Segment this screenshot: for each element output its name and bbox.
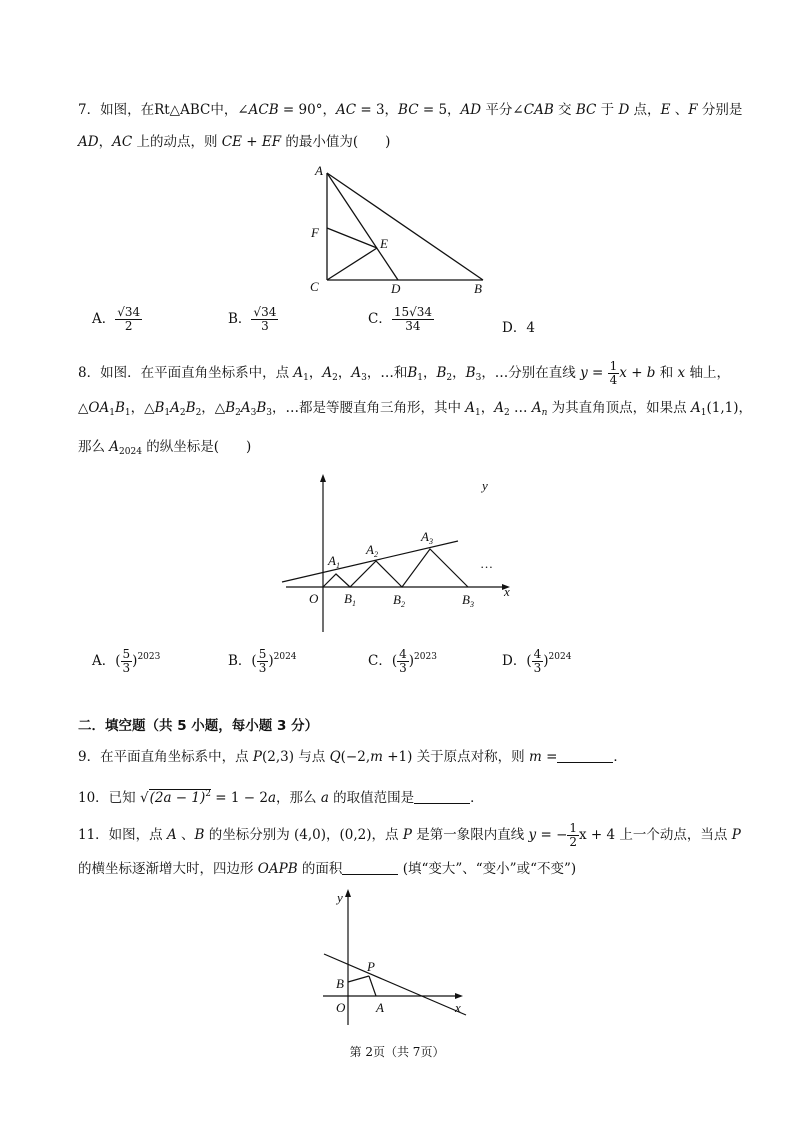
- label-a: A: [376, 1000, 384, 1015]
- q8-text: △: [78, 400, 89, 416]
- denominator: 2: [569, 835, 578, 849]
- q10-text: 的取值范围是: [328, 790, 415, 806]
- option-label: C．: [368, 311, 392, 327]
- q8-text: ，: [337, 365, 352, 381]
- numerator: 1: [569, 821, 578, 835]
- q8-text: ，△: [201, 400, 226, 416]
- exponent: 2024: [548, 652, 572, 662]
- option-label: C．: [368, 653, 392, 669]
- option-label: A．: [92, 653, 116, 669]
- q7-text: D: [618, 102, 630, 118]
- q8-text: 的纵坐标是( ): [141, 439, 252, 455]
- q11-text: 、: [176, 827, 195, 843]
- q8-text: 那么: [78, 439, 110, 455]
- label-b: B: [336, 976, 344, 991]
- fraction: [257, 648, 269, 675]
- q8-option-d[interactable]: D．( $\frac{4}{3}$ )$^{2024}$: [502, 647, 572, 675]
- label-b3: $B_3$: [462, 592, 474, 609]
- q7-text: E: [660, 102, 671, 118]
- q9-text: P: [252, 749, 262, 765]
- q7-text: AC: [112, 134, 133, 150]
- option-label: D．: [502, 320, 527, 336]
- y-axis-arrow-icon: [345, 889, 351, 897]
- q8-text: A: [109, 439, 120, 455]
- numerator: 15√34: [393, 305, 433, 319]
- x-axis-arrow-icon: [455, 993, 463, 999]
- fraction: [532, 648, 544, 675]
- q8-text: ，: [308, 365, 323, 381]
- triangle-zigzag: [323, 549, 468, 587]
- q8-text: ，: [452, 365, 466, 381]
- q7-option-b[interactable]: [228, 306, 278, 333]
- q10-text: a: [267, 790, 277, 806]
- q9-line: [78, 748, 627, 766]
- numerator: √34: [117, 305, 141, 319]
- q9-text: +1) 关于原点对称，则: [382, 749, 529, 765]
- option-label: A．: [92, 311, 116, 327]
- numerator: 5: [122, 647, 131, 661]
- answer-blank[interactable]: [414, 789, 470, 804]
- fraction: [567, 822, 579, 849]
- option-label: B．: [228, 653, 252, 669]
- q9-text: ．: [613, 749, 627, 765]
- q9-text: (−2,: [340, 749, 371, 765]
- q8-text: B: [114, 400, 125, 416]
- axis-label-x: x: [455, 1000, 461, 1015]
- label-b2: $B_2$: [393, 592, 405, 609]
- q8-option-c[interactable]: C．( $\frac{4}{3}$ )$^{2023}$: [368, 647, 437, 675]
- segment-ab: [327, 173, 483, 280]
- page-footer: 第 2页（共 7页）: [349, 1045, 445, 1059]
- q9-text: (2,3) 与点: [261, 749, 330, 765]
- label-f: F: [311, 225, 319, 240]
- q7-text: BC: [575, 102, 597, 118]
- q11-eq: y: [528, 827, 537, 843]
- q7-option-a[interactable]: [92, 306, 142, 333]
- segment-ad: [327, 173, 398, 280]
- denominator: 34: [405, 319, 421, 333]
- q7-text: 7．如图，在: [78, 102, 155, 118]
- numerator: √34: [253, 305, 277, 319]
- radicand: [149, 789, 211, 806]
- denominator: 3: [533, 661, 542, 675]
- q8-figure: [278, 472, 518, 637]
- q11-eq: x + 4 上一个动点，当点: [579, 827, 732, 843]
- fraction: [251, 306, 278, 333]
- q7-text: 的最小值为( ): [281, 134, 391, 150]
- axis-label-y: y: [337, 890, 343, 905]
- fraction: [392, 306, 434, 333]
- q8-eq: x + b: [619, 365, 656, 381]
- label-a2: $A_2$: [366, 542, 378, 559]
- exponent: 2024: [273, 652, 297, 662]
- q11-text: (填“变大”、“变小”或“不变”): [398, 861, 577, 877]
- q8-line3: [78, 438, 251, 461]
- option-label: D．: [502, 653, 527, 669]
- exponent: 2: [205, 789, 211, 799]
- q8-eq: y: [580, 365, 588, 381]
- q11-line1: 11．如图，点 A 、B 的坐标分别为 (4,0)，(0,2)，点 P 是第一象限内直线 y = − $\frac{1}{2}$ x + 4 上一个动点，当点 P: [78, 821, 741, 849]
- label-e: E: [380, 236, 388, 251]
- section-heading: 二．填空题（共 5 小题，每小题 3 分）: [78, 718, 319, 734]
- axis-label-y: y: [482, 478, 488, 493]
- q10-text: a: [320, 790, 329, 806]
- answer-blank[interactable]: [557, 748, 613, 763]
- y-axis-arrow-icon: [320, 474, 326, 482]
- fraction: [115, 306, 142, 333]
- q10-text: = 1 − 2: [210, 790, 268, 806]
- q9-text: m: [528, 749, 542, 765]
- q9-text: 9．在平面直角坐标系中，点: [78, 749, 253, 765]
- q7-text: 分别是: [697, 102, 743, 118]
- q11-text: P: [731, 827, 741, 843]
- q7-text: 平分∠: [481, 102, 524, 118]
- q7-text: CE + EF: [221, 134, 282, 150]
- q8-text: 2024: [119, 447, 142, 457]
- q11-text: 的面积: [297, 861, 343, 877]
- q7-text: AD: [78, 134, 99, 150]
- segment-bp: [348, 976, 369, 982]
- q7-text: 上的动点，则: [132, 134, 222, 150]
- label-a1: $A_1$: [328, 553, 340, 570]
- q10-text: ．: [470, 790, 484, 806]
- q7-text: ACB: [248, 102, 279, 118]
- numerator: 4: [533, 647, 542, 661]
- axis-label-x: x: [504, 584, 510, 599]
- exponent: 2023: [137, 652, 161, 662]
- q7-text: Rt△ABC: [154, 102, 211, 118]
- option-label: B．: [228, 311, 252, 327]
- q8-text: ，…都是等腰直角三角形，其中: [271, 400, 466, 416]
- denominator: 4: [609, 373, 618, 387]
- q10-text: (2a − 1): [149, 790, 206, 806]
- numerator: 4: [399, 647, 407, 661]
- label-p: P: [367, 959, 375, 974]
- q8-text: x: [677, 365, 686, 381]
- q8-text: 和: [659, 365, 678, 381]
- q7-text: ，: [98, 134, 113, 150]
- q7-text: 点，: [629, 102, 661, 118]
- label-c: C: [310, 279, 319, 294]
- q7-figure: [300, 160, 500, 300]
- fraction: [121, 648, 133, 675]
- q8-option-b[interactable]: B．( $\frac{5}{3}$ )$^{2024}$: [228, 647, 297, 675]
- q10-text: ，那么: [276, 790, 321, 806]
- denominator: 2: [124, 319, 133, 333]
- q10-text: 10．已知: [78, 790, 140, 806]
- label-o: O: [309, 591, 319, 606]
- q7-option-c[interactable]: [368, 306, 434, 333]
- exponent: 2023: [414, 652, 437, 662]
- q9-text: Q: [329, 749, 341, 765]
- label-b: B: [474, 281, 482, 296]
- q11-text: P: [402, 827, 412, 843]
- q11-line2: [78, 860, 576, 878]
- segment-ce: [327, 248, 377, 280]
- q10-line: 10．已知 $√(2a - 1)^2 = 1 - 2a$，那么 a 的取值范围是 ．: [78, 789, 484, 806]
- q8-option-a[interactable]: A．( $\frac{5}{3}$ )$^{2023}$: [92, 647, 161, 675]
- q7-text: 于: [596, 102, 619, 118]
- q9-text: =: [541, 749, 558, 765]
- q8-line2: $\triangle OA_1B_1$，$\triangle B_1A_2B_2$，$\triangle B_2A_3B_3$，…都是等腰直角三角形，其中 $A_1$，$A_2$ … $A_n$ 为其直角顶点，如果点 $A_1(1,1)$，: [78, 400, 752, 418]
- q8-text: 轴上，: [685, 365, 730, 381]
- q7-text: 中，∠: [210, 102, 249, 118]
- q7-text: 、: [670, 102, 689, 118]
- option-value: 4: [526, 320, 535, 336]
- q7-text: = 3，: [356, 102, 399, 118]
- q7-text: CAB: [523, 102, 554, 118]
- q7-line1: [78, 101, 742, 119]
- q8-text: 为其直角顶点，如果点: [547, 400, 691, 416]
- denominator: 3: [399, 661, 407, 675]
- q11-figure: [318, 880, 478, 1030]
- answer-blank[interactable]: [342, 860, 398, 875]
- fraction: [397, 648, 409, 675]
- q11-text: 11．如图，点: [78, 827, 167, 843]
- fraction: [608, 360, 620, 387]
- q7-option-d[interactable]: [502, 316, 535, 336]
- q7-text: F: [688, 102, 698, 118]
- q7-text: AC: [335, 102, 357, 118]
- q11-text: B: [194, 827, 205, 843]
- q11-text: A: [166, 827, 177, 843]
- q11-text: OAPB: [257, 861, 298, 877]
- label-d: D: [391, 281, 401, 296]
- q8-line1: 8．如图．在平面直角坐标系中，点 $A_1$，$A_2$，$A_3$，…和$B_1$，$B_2$，$B_3$，…分别在直线 y = $\frac{1}{4}$ x + b 和 x 轴上，: [78, 359, 730, 387]
- continuation-dots: …: [481, 556, 493, 571]
- q8-text: ，: [423, 365, 437, 381]
- q9-text: m: [370, 749, 383, 765]
- q7-text: BC: [398, 102, 419, 118]
- label-a3: $A_3$: [421, 529, 433, 546]
- numerator: 1: [609, 359, 618, 373]
- q7-line2: [78, 133, 390, 151]
- denominator: 3: [258, 661, 267, 675]
- q8-text: 8．如图．在平面直角坐标系中，点: [78, 365, 294, 381]
- q8-text: ，…和: [366, 365, 408, 381]
- segment-pa: [369, 976, 376, 996]
- q8-text: …: [514, 400, 528, 416]
- q7-text: AD: [460, 102, 482, 118]
- q8-text: OA: [88, 400, 110, 416]
- q11-text: 是第一象限内直线: [411, 827, 529, 843]
- numerator: 5: [258, 647, 267, 661]
- q8-text: ，△: [130, 400, 155, 416]
- q7-text: 交: [553, 102, 576, 118]
- q11-text: 的坐标分别为 (4,0)，(0,2)，点: [204, 827, 403, 843]
- denominator: 3: [122, 661, 131, 675]
- label-a: A: [315, 163, 323, 178]
- label-b1: $B_1$: [344, 591, 356, 608]
- q8-text: (1,1)，: [706, 400, 752, 416]
- denominator: 3: [261, 319, 269, 333]
- label-o: O: [336, 1000, 346, 1015]
- q11-text: 的横坐标逐渐增大时，四边形: [78, 861, 258, 877]
- q8-text: ，…分别在直线: [481, 365, 581, 381]
- q7-text: = 5，: [418, 102, 461, 118]
- q7-text: = 90°，: [278, 102, 336, 118]
